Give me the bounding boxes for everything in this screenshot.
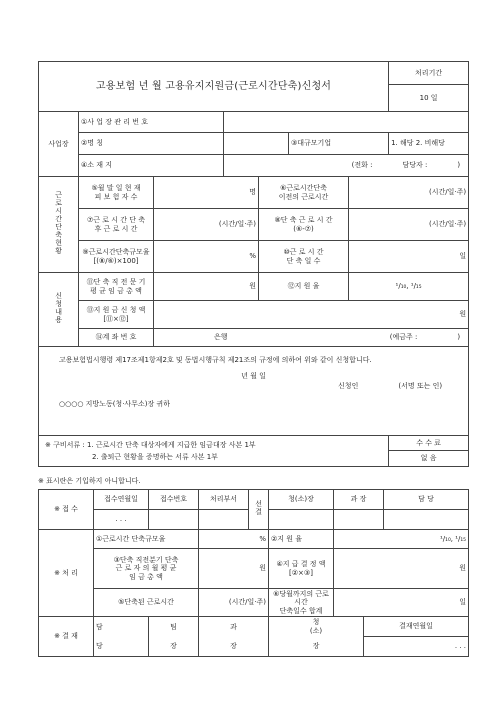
p5-field[interactable] — [199, 589, 269, 617]
f8-label-line1: ⑧단 축 근 로 시 간 — [274, 216, 333, 225]
recipient: ○○○○ 지방노동(청·사무소)장 귀하 — [59, 400, 170, 409]
f6-unit: (시간/일·주) — [428, 188, 467, 197]
f11-label-line2: 평 균 임 금 총 액 — [90, 286, 142, 295]
a4-bottom: 장 — [312, 642, 320, 651]
approval-label: ※ 결 재 — [39, 617, 94, 657]
application-section-text: 신청내용 — [54, 292, 63, 325]
manager-label: 담당자 : — [402, 161, 428, 170]
attachment-line2: 2. 출퇴근 현황을 증명하는 서류 사본 1부 — [92, 453, 218, 461]
reduction-section-text: 근로시간단축현황 — [54, 191, 63, 256]
p1-field[interactable] — [199, 530, 269, 549]
chief-sign[interactable] — [269, 510, 334, 530]
a3-bottom: 장 — [230, 642, 237, 651]
processing-dept-header: 처리부서 — [199, 490, 249, 510]
declaration-block — [39, 347, 469, 436]
f9-field[interactable] — [154, 241, 259, 273]
approval-officer-top — [94, 617, 149, 637]
application-form — [38, 61, 469, 467]
f8-label-line2: (⑥-⑦) — [293, 224, 314, 233]
f8-label — [259, 209, 349, 241]
p4-unit: 원 — [459, 564, 466, 573]
f9-label-line1: ⑨근로시간단축규모율 — [82, 248, 150, 257]
a2-bottom: 장 — [170, 642, 177, 651]
section-head-sign[interactable] — [334, 510, 384, 530]
decision-header — [249, 490, 269, 530]
a1-bottom: 당 — [96, 642, 103, 651]
receipt-no-header: 접수번호 — [149, 490, 199, 510]
p3-label-line1: ③단축 직전분기 단축 — [113, 555, 179, 564]
processing-label: 처리기간 — [389, 62, 468, 85]
application-section-label — [39, 273, 79, 347]
processing-days: 10 일 — [419, 94, 438, 102]
large-corp-options[interactable]: 1. 해당 2. 비해당 — [389, 133, 469, 155]
a4-mid: (소) — [309, 626, 323, 635]
f13-unit: 원 — [459, 310, 467, 319]
f5-unit: 명 — [249, 188, 256, 197]
holder-close-paren: ) — [457, 333, 461, 342]
address-close-paren: ) — [457, 161, 461, 170]
f10-unit: 일 — [459, 252, 467, 261]
fee-cell — [389, 436, 469, 467]
f6-label-line1: ⑥근로시간단축 — [280, 184, 327, 193]
a3-top: 과 — [230, 622, 237, 631]
fee-value: 없 음 — [420, 454, 437, 462]
f11-label-line1: ⑪단 축 직 전 문 기 — [86, 278, 146, 287]
f13-label — [79, 301, 154, 329]
approval-team-bottom[interactable] — [149, 637, 199, 657]
mgmt-no-label: ①사 업 장 관 리 번 호 — [79, 112, 224, 133]
p3-unit: 원 — [259, 564, 266, 573]
f13-label-line1: ⑬지 원 금 신 청 액 — [86, 306, 146, 315]
receipt-no-value[interactable] — [149, 510, 199, 530]
processing-period-cell — [389, 62, 469, 112]
f13-field[interactable] — [154, 301, 469, 329]
declaration-date[interactable]: 년 월 일 — [241, 372, 266, 381]
declaration-text: 고용보험법시행령 제17조제1항제2호 및 동법시행규칙 제21조의 규정에 의하여 위와 같이 신청합니다. — [59, 356, 372, 364]
f11-field[interactable] — [154, 273, 259, 301]
section-head-header: 과 장 — [334, 490, 384, 510]
signature-label[interactable]: (서명 또는 인) — [398, 382, 443, 391]
mgmt-no-field[interactable] — [224, 112, 469, 133]
p6-label-line1: ⑥당월까지의 근로시간 — [273, 589, 329, 607]
approval-date-value[interactable]: . . . — [364, 637, 469, 657]
f5-label — [79, 177, 154, 209]
p6-label-line2: 단축일수 합계 — [279, 606, 323, 615]
a4-top: 청 — [312, 618, 320, 627]
approval-section-bottom[interactable] — [199, 637, 269, 657]
p2-field[interactable]: ¹/₁₀, ¹/₁₅ — [334, 530, 469, 549]
fee-label: 수 수 료 — [389, 436, 468, 451]
p3-label-line2: 근 로 자 의 월 평 균 — [115, 564, 177, 573]
f8-field[interactable] — [349, 209, 469, 241]
p4-label-line2: [②×③] — [289, 568, 313, 577]
f13-label-line2: [⑪×⑫] — [103, 314, 129, 323]
bank-label: 은행 — [214, 333, 228, 342]
attachment-line1: ※ 구비서류 : 1. 근로시간 단축 대상자에게 지급한 임금대장 사본 1부 — [45, 440, 256, 449]
phone-label: (전화 : — [351, 161, 373, 170]
process-label: ※ 처 리 — [39, 530, 94, 617]
p5-unit: (시간/일·주) — [228, 598, 266, 607]
receipt-label: ※ 접 수 — [39, 490, 94, 530]
f9-label-line2: [(⑧/⑥)×100] — [93, 256, 139, 265]
p1-unit: % — [259, 534, 266, 543]
p2-label: ②지 원 율 — [269, 530, 334, 549]
f6-label-line2: 이전의 근로시간 — [278, 192, 329, 201]
approval-chief-top — [269, 617, 364, 637]
reduction-section-label — [39, 177, 79, 273]
holder-label: (예금주 : — [389, 333, 418, 342]
f7-label — [79, 209, 154, 241]
approval-date-header: 결재연월일 — [364, 617, 469, 637]
f5-label-line2: 피 보 험 자 수 — [94, 192, 138, 201]
p4-label — [269, 549, 334, 589]
f10-field[interactable] — [349, 241, 469, 273]
receipt-date-value[interactable]: . . . — [94, 510, 149, 530]
address-field[interactable] — [224, 155, 469, 177]
attachments-block — [39, 436, 389, 467]
p4-field[interactable] — [334, 549, 469, 589]
applicant-label: 신청인 — [338, 382, 359, 391]
officer-header: 담 당 — [384, 490, 469, 510]
large-corp-label: ③대규모기업 — [289, 133, 389, 155]
f7-label-line1: ⑦근 로 시 간 단 축 — [87, 216, 145, 225]
f7-label-line2: 후 근 로 시 간 — [94, 224, 138, 233]
p1-label: ①근로시간 단축규모율 — [94, 530, 199, 549]
f11-label — [79, 273, 154, 301]
f9-label — [79, 241, 154, 273]
address-label: ④소 재 지 — [79, 155, 224, 177]
f6-field[interactable] — [349, 177, 469, 209]
f14-label: ⑭계 좌 번 호 — [79, 329, 154, 347]
f7-unit: (시간/일·주) — [218, 220, 256, 229]
p4-label-line1: ④지 급 결 정 액 — [276, 560, 326, 569]
p3-field[interactable] — [199, 549, 269, 589]
f6-label — [259, 177, 349, 209]
office-use-table — [38, 489, 469, 657]
f11-unit: 원 — [249, 282, 256, 291]
f8-unit: (시간/일·주) — [428, 220, 467, 229]
employer-section-label: 사업장 — [39, 112, 79, 177]
p6-unit: 일 — [459, 598, 466, 607]
f9-unit: % — [249, 252, 256, 261]
receipt-date-header: 접수연월일 — [94, 490, 149, 510]
f10-label — [259, 241, 349, 273]
p5-label: ⑤단축된 근로시간 — [94, 589, 199, 617]
approval-chief-bottom[interactable] — [269, 637, 364, 657]
p3-label-line3: 임 금 총 액 — [129, 572, 163, 581]
p6-label — [269, 589, 334, 617]
approval-officer-bottom[interactable] — [94, 637, 149, 657]
approval-team-top — [149, 617, 199, 637]
officer-sign[interactable] — [384, 510, 469, 530]
account-field[interactable] — [154, 329, 469, 347]
p6-field[interactable] — [334, 589, 469, 617]
f7-field[interactable] — [154, 209, 259, 241]
a2-top: 팀 — [170, 622, 177, 631]
office-note: ※ 표시란은 기입하지 아니합니다. — [38, 477, 141, 485]
processing-dept-value[interactable] — [199, 510, 249, 530]
chief-header: 청(소)장 — [269, 490, 334, 510]
f10-label-line2: 단 축 일 수 — [286, 256, 321, 265]
employer-name-field[interactable] — [224, 133, 289, 155]
decision-text: 선결 — [254, 500, 263, 517]
form-title: 고용보험 년 월 고용유지지원금(근로시간단축)신청서 — [39, 62, 389, 112]
f5-field[interactable] — [154, 177, 259, 209]
approval-section-top — [199, 617, 269, 637]
employer-name-label: ②명 칭 — [79, 133, 224, 155]
a1-top: 담 — [96, 622, 103, 631]
f5-label-line1: ⑤월 말 일 현 재 — [91, 184, 141, 193]
f10-label-line1: ⑩근 로 시 간 — [283, 248, 324, 257]
f12-value[interactable]: ¹/₁₀, ¹/₁₅ — [349, 273, 469, 301]
f12-label: ⑫지 원 율 — [259, 273, 349, 301]
p3-label — [94, 549, 199, 589]
